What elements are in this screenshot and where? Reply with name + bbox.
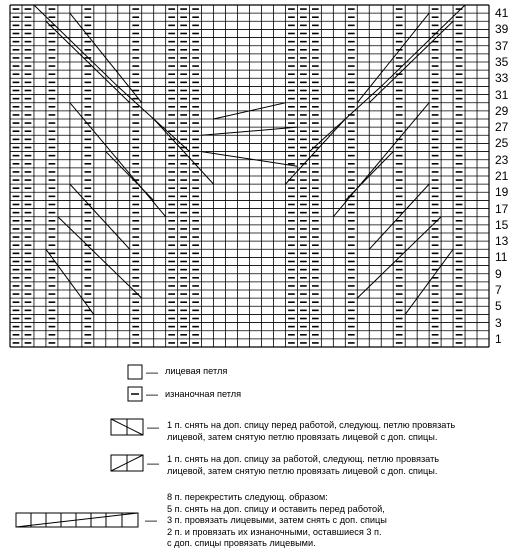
legend-right-cross [0,418,522,444]
legend-purl-text: изнаночная петля [165,389,242,399]
legend-dash: — [147,420,159,434]
row-number: 29 [495,103,509,118]
legend-left-cross-text: 1 п. снять на доп. спицу за работой, следующ. петлю провязать лицевой, затем снятую петлю провязать лицевой с доп. спицы. [167,454,440,476]
legend-eight-cable-text: 8 п. перекрестить следующ. образом: 5 п. снять на доп. спицу и оставить перед работой, 3 п. провязать лицевыми, затем снять с доп. спицы 2 п. и провязать их изнаночными, оставшиеся 3 п. с доп. спицы провязать лицевыми. [167,492,387,548]
legend-dash: — [146,365,158,379]
legend-left-cross [0,454,522,480]
eight-stitch-cable-icon [15,512,139,528]
legend-dash: — [146,387,158,401]
row-number: 9 [495,266,502,281]
row-number: 25 [495,136,509,151]
chart-marks [13,5,465,343]
row-number: 35 [495,55,509,69]
row-number: 7 [495,283,502,297]
legend-dash: — [145,513,157,527]
row-number: 3 [495,315,502,330]
row-number: 19 [495,185,509,200]
row-number: 13 [495,234,509,249]
row-number: 37 [495,38,509,53]
legend-dash: — [147,456,159,470]
row-number: 1 [495,331,502,346]
legend-purl [0,386,522,406]
left-cross-icon [110,454,144,472]
row-number: 21 [495,169,509,183]
row-number: 31 [495,87,509,102]
row-number: 23 [495,152,509,167]
legend-knit [0,362,522,382]
row-number: 27 [495,120,509,135]
row-number: 15 [495,217,509,232]
row-number: 41 [495,6,509,21]
legend-knit-text: лицевая петля [165,366,228,376]
knit-stitch-icon [127,364,143,380]
right-cross-icon [110,418,144,436]
legend-eight-cable [0,492,522,556]
row-number: 39 [495,22,509,37]
legend-right-cross-text: 1 п. снять на доп. спицу перед работой, следующ. петлю провязать лицевой, затем снятую петлю провязать лицевой с доп. спицы. [167,420,456,442]
row-number: 33 [495,71,509,86]
purl-stitch-icon [127,386,143,402]
row-number: 11 [495,250,508,265]
row-number: 17 [495,201,509,216]
row-number: 5 [495,299,502,314]
